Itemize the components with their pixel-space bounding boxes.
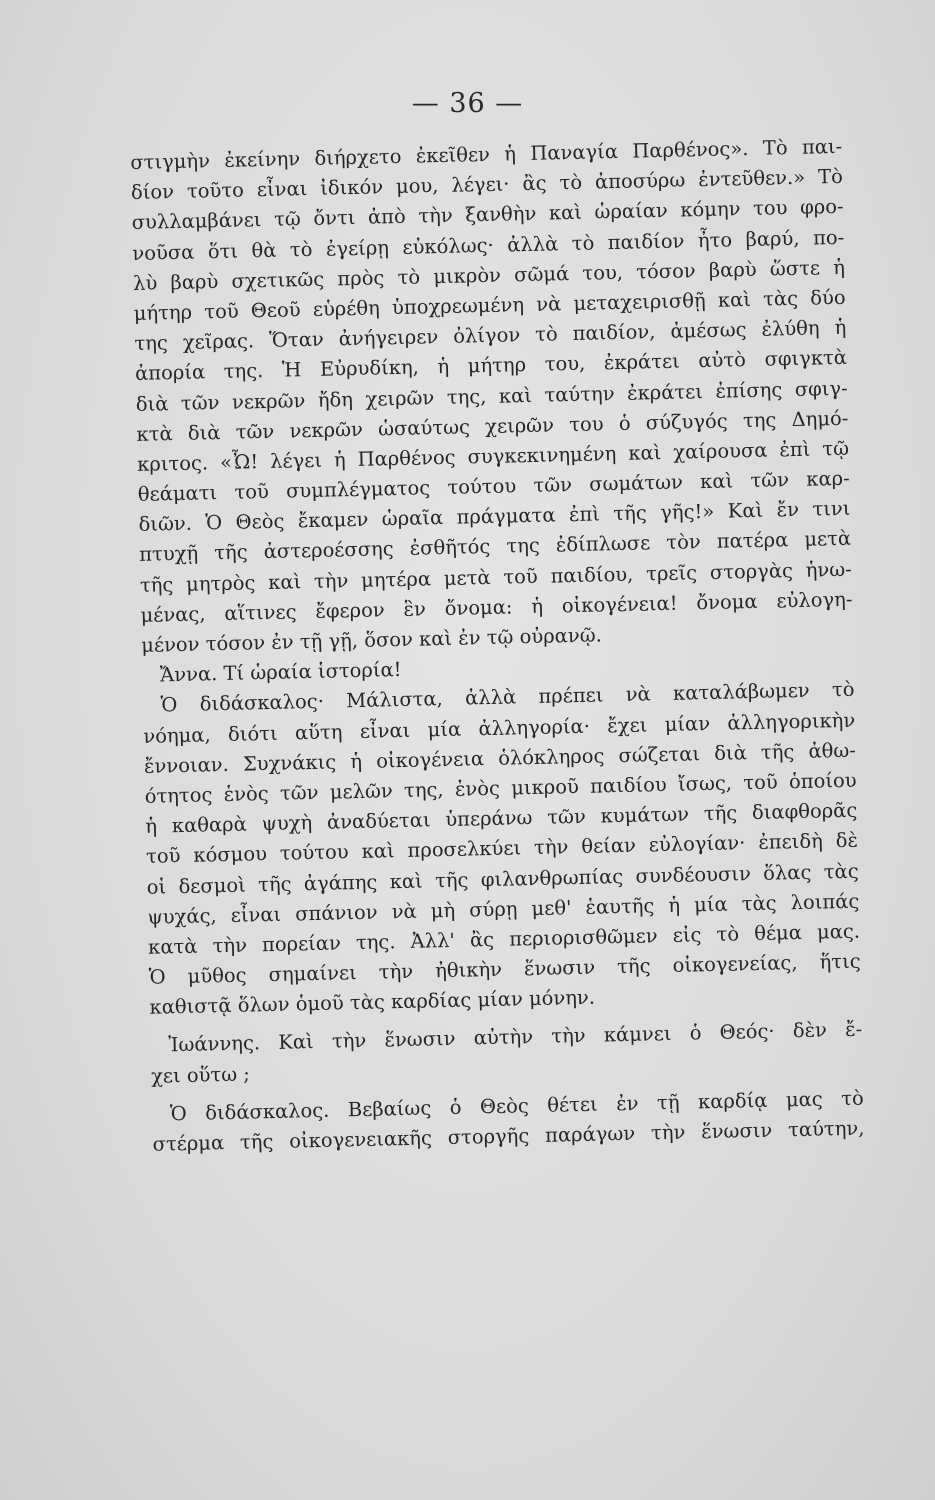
body-text	[130, 132, 865, 1160]
text-line: ότητος ἑνὸς τῶν μελῶν της, ἑνὸς μικροῦ παιδίου ἴσως, τοῦ ὁποίου	[144, 768, 857, 808]
dialogue-anna: Ἄννα. Τί ὡραία ἱστορία!	[159, 658, 402, 687]
text-line: κριτος. «Ὦ! λέγει ἡ Παρθένος συγκεκινημένη καὶ χαίρουσα ἐπὶ τῷ	[136, 436, 850, 476]
text-line: νόημα, διότι αὕτη εἶναι μία ἀλληγορία· ἔχει μίαν ἀλληγορικὴν	[143, 708, 856, 748]
text-line: καθιστᾷ ὅλων ὁμοῦ τὰς καρδίας μίαν μόνην.	[149, 985, 596, 1020]
text-line: μένας, αἵτινες ἔφερον ἓν ὄνομα: ἡ οἰκογένεια! ὄνομα εὐλογη-	[140, 587, 853, 627]
page-number: — 36 —	[411, 88, 524, 119]
text-line: ἔννοιαν. Συχνάκις ἡ οἰκογένεια ὁλόκληρος σώζεται διὰ τῆς ἀθω-	[143, 738, 857, 778]
text-line: στέρμα τῆς οἰκογενειακῆς στοργῆς παράγων τὴν ἕνωσιν ταύτην,	[152, 1116, 865, 1156]
text-line: συλλαμβάνει τῷ ὄντι ἀπὸ τὴν ξανθὴν καὶ ὡραίαν κόμην του φρο-	[131, 195, 844, 235]
text-line: λὺ βαρὺ σχετικῶς πρὸς τὸ μικρὸν σῶμά του, τόσον βαρὺ ὥστε ἡ	[132, 255, 846, 295]
text-line: της χεῖρας. Ὅταν ἀνήγειρεν ὀλίγον τὸ παιδίον, ἀμέσως ἐλύθη ἡ	[134, 315, 847, 356]
text-line: δίον τοῦτο εἶναι ἰδικόν μου, λέγει· ἂς τὸ ἀποσύρω ἐντεῦθεν.» Τὸ	[130, 165, 844, 205]
text-line: μένον τόσον ἐν τῇ γῇ, ὅσον καὶ ἐν τῷ οὐρανῷ.	[141, 623, 603, 657]
dialogue-teacher: Ὁ διδάσκαλος. Βεβαίως ὁ Θεὸς θέτει ἐν τῇ καρδίᾳ μας τὸ	[169, 1086, 865, 1126]
text-line: ψυχάς, εἶναι σπάνιον νὰ μὴ σύρῃ μεθ' ἑαυτῆς ἡ μία τὰς λοιπάς	[147, 889, 860, 929]
text-line: χει οὕτω ;	[150, 1062, 251, 1088]
text-line: διῶν. Ὁ Θεὸς ἔκαμεν ὡραῖα πράγματα ἐπὶ τῆς γῆς!» Καὶ ἔν τινι	[138, 497, 851, 537]
text-line: διὰ τῶν νεκρῶν ἤδη χειρῶν της, καὶ ταύτην ἐκράτει ἐπίσης σφιγ-	[135, 376, 848, 416]
text-line: οἱ δεσμοὶ τῆς ἀγάπης καὶ τῆς φιλανθρωπίας συνδέουσιν ὅλας τὰς	[146, 859, 859, 899]
text-line: ἡ καθαρὰ ψυχὴ ἀναδύεται ὑπεράνω τῶν κυμάτων τῆς διαφθορᾶς	[145, 798, 858, 838]
text-line: τῆς μητρὸς καὶ τὴν μητέρα μετὰ τοῦ παιδίου, τρεῖς στοργὰς ἡνω-	[139, 557, 852, 597]
text-line: τοῦ κόσμου τούτου καὶ προσελκύει τὴν θείαν εὐλογίαν· ἐπειδὴ δὲ	[145, 828, 859, 869]
text-line: νοῦσα ὅτι θὰ τὸ ἐγείρῃ εὐκόλως· ἀλλὰ τὸ παιδίον ἦτο βαρύ, πο-	[132, 225, 845, 265]
text-line: κατὰ τὴν πορείαν της. Ἀλλ' ἂς περιορισθῶμεν εἰς τὸ θέμα μας.	[147, 919, 861, 959]
text-line: θεάματι τοῦ συμπλέγματος τούτου τῶν σωμάτων καὶ τῶν καρ-	[137, 466, 850, 506]
text-line: ἀπορία της. Ἡ Εὐρυδίκη, ἡ μήτηρ του, ἐκράτει αὐτὸ σφιγκτὰ	[134, 346, 848, 386]
text-line: στιγμὴν ἐκείνην διήρχετο ἐκεῖθεν ἡ Παναγία Παρθένος». Τὸ παι-	[130, 134, 843, 174]
dialogue-ioannis: Ἰωάννης. Καὶ τὴν ἕνωσιν αὐτὴν τὴν κάμνει ὁ Θεός· δὲν ἔ-	[168, 1018, 863, 1057]
text-line: μήτηρ τοῦ Θεοῦ εὑρέθη ὑποχρεωμένη νὰ μεταχειρισθῇ καὶ τὰς δύο	[133, 285, 846, 325]
text-line: Ὁ μῦθος σημαίνει τὴν ἠθικὴν ἕνωσιν τῆς οἰκογενείας, ἥτις	[148, 949, 861, 989]
dialogue-teacher: Ὁ διδάσκαλος· Μάλιστα, ἀλλὰ πρέπει νὰ καταλάβωμεν τὸ	[160, 678, 855, 717]
text-line: κτὰ διὰ τῶν νεκρῶν ὡσαύτως χειρῶν του ὁ σύζυγός της Δημό-	[136, 406, 849, 446]
text-line: πτυχῇ τῆς ἀστεροέσσης ἐσθῆτός της ἐδίπλωσε τὸν πατέρα μετὰ	[138, 527, 852, 567]
